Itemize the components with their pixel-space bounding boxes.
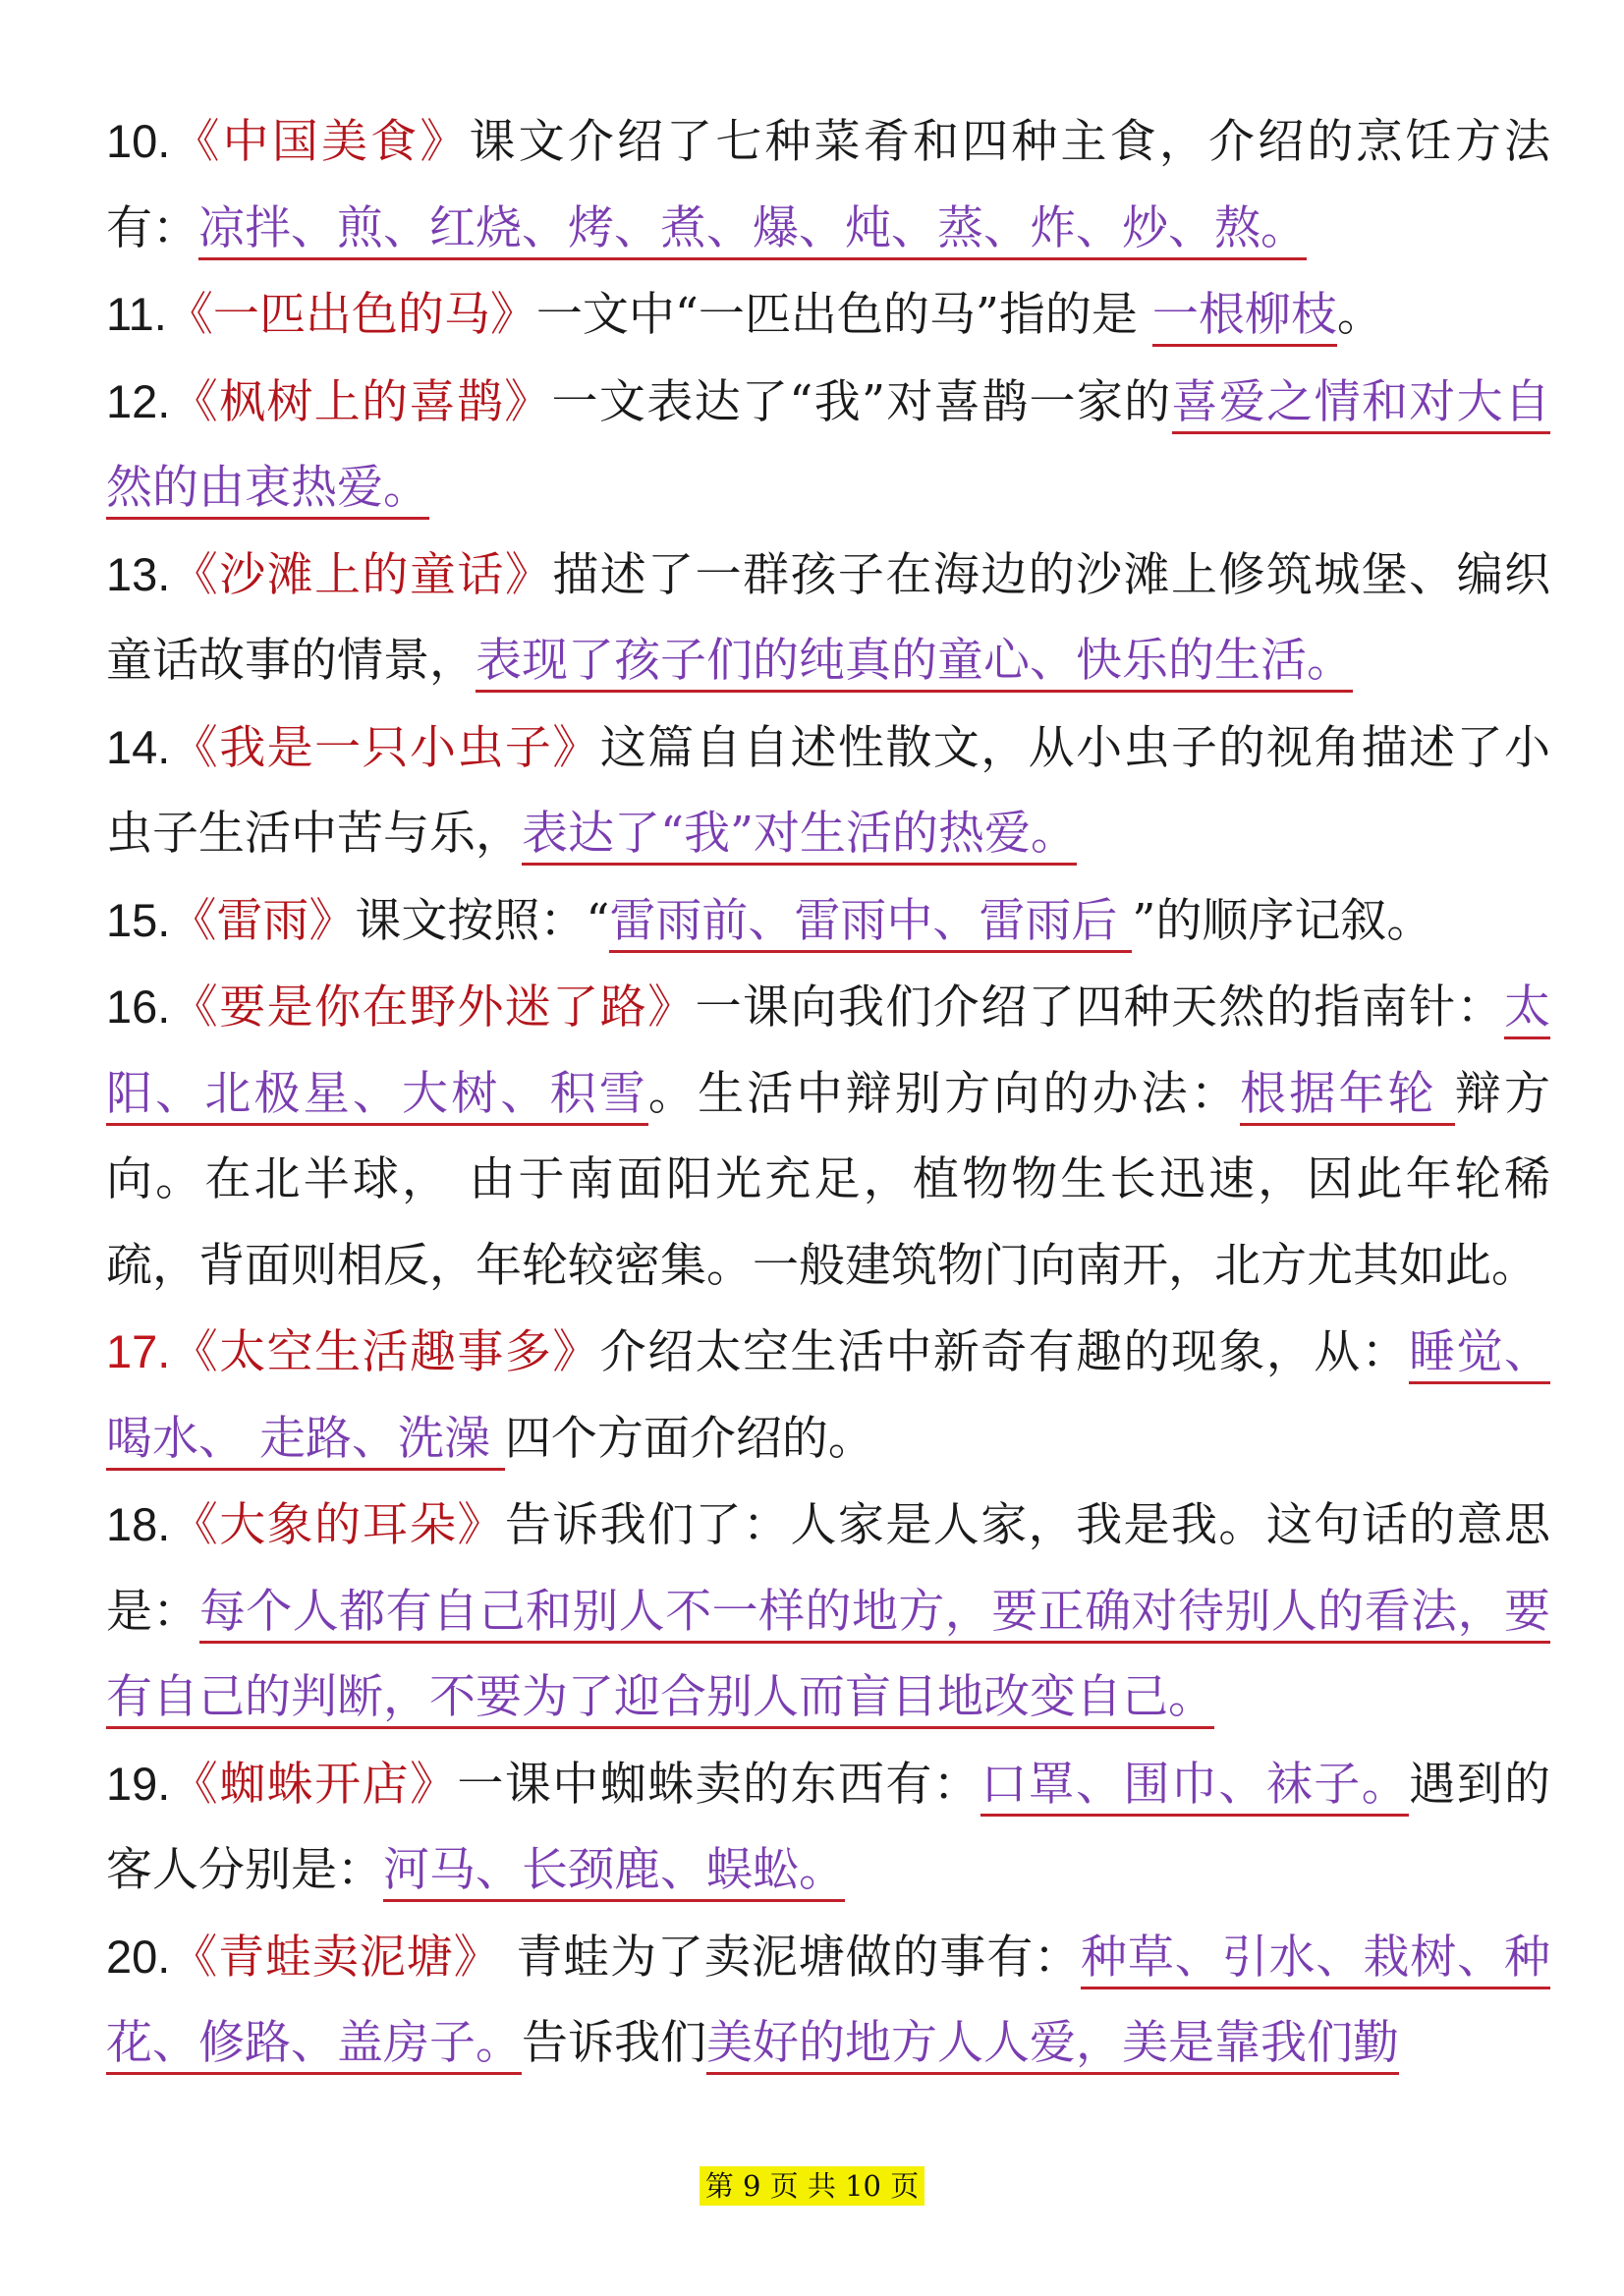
body-text: 。 xyxy=(1336,288,1383,342)
answer-text: 一根柳枝 xyxy=(1152,288,1337,347)
footer-page-number: 9 xyxy=(742,2169,761,2203)
body-text: 告诉我们了：人家是人家，我是我。这句话的意思是： xyxy=(106,1498,1551,1639)
item-number: 10. xyxy=(106,115,171,167)
item-number: 19. xyxy=(106,1757,171,1810)
note-item xyxy=(106,532,1550,704)
answer-text: 种草、引水、栽树、种花、修路、盖房子。 xyxy=(106,1931,1550,2076)
lesson-title: 《大象的耳朵》 xyxy=(170,1498,505,1552)
footer-post: 页 xyxy=(890,2169,920,2203)
lesson-title: 《蜘蛛开店》 xyxy=(170,1757,458,1812)
body-text: 这篇自自述性散文，从小虫子的视角描述了小虫子生活中苦与乐， xyxy=(106,720,1551,861)
answer-text: 太阳、北极星、大树、积雪 xyxy=(106,980,1550,1126)
body-text: 告诉我们 xyxy=(522,2016,706,2070)
note-item xyxy=(106,1482,1550,1741)
lesson-title: 《我是一只小虫子》 xyxy=(170,720,600,775)
notes-list xyxy=(106,98,1550,2087)
answer-text: 喜爱之情和对大自然的由衷热爱。 xyxy=(106,375,1550,521)
body-text: 一文中“一匹出色的马”指的是 xyxy=(535,288,1152,342)
body-text: 课文按照：“ xyxy=(355,893,610,948)
page-footer xyxy=(0,2166,1624,2206)
answer-text: 表现了孩子们的纯真的童心、快乐的生活。 xyxy=(476,634,1353,693)
answer-text: 河马、长颈鹿、蜈蚣。 xyxy=(383,1843,845,1902)
footer-mid: 页 共 xyxy=(769,2169,836,2203)
item-number: 17. xyxy=(106,1325,171,1377)
answer-text: 凉拌、煎、红烧、烤、煮、爆、炖、蒸、炸、炒、熬。 xyxy=(198,201,1307,260)
note-item xyxy=(106,1914,1550,2087)
body-text: 描述了一群孩子在海边的沙滩上修筑城堡、编织童话故事的情景， xyxy=(106,547,1551,688)
body-text: ”的顺序记叙。 xyxy=(1132,893,1433,948)
body-text: 课文介绍了七种菜肴和四种主食，介绍的烹饪方法有： xyxy=(106,115,1551,255)
note-item xyxy=(106,271,1550,359)
answer-text: 根据年轮 xyxy=(1240,1067,1455,1126)
note-item xyxy=(106,964,1550,1309)
item-number: 13. xyxy=(106,547,171,600)
body-text: 一课向我们介绍了四种天然的指南针： xyxy=(695,980,1505,1035)
lesson-title: 《青蛙卖泥塘》 xyxy=(170,1930,501,1985)
body-text: 辩方向。在北半球， 由于南面阳光充足，植物物生长迅速，因此年轮稀疏，背面则相反，年轮较密集。一般建筑物门向南开，北方尤其如此。 xyxy=(106,1066,1551,1293)
item-number: 11. xyxy=(106,288,167,340)
note-item xyxy=(106,704,1550,877)
lesson-title: 《沙滩上的童话》 xyxy=(170,547,553,602)
lesson-title: 《一匹出色的马》 xyxy=(166,288,536,342)
item-number: 14. xyxy=(106,720,171,773)
lesson-title: 《中国美食》 xyxy=(170,115,470,169)
note-item xyxy=(106,877,1550,965)
lesson-title: 《要是你在野外迷了路》 xyxy=(170,980,696,1035)
lesson-title: 《枫树上的喜鹊》 xyxy=(170,374,552,429)
lesson-title: 《雷雨》 xyxy=(170,893,356,948)
answer-text: 口罩、围巾、袜子。 xyxy=(980,1758,1409,1817)
body-text: 一课中蜘蛛卖的东西有： xyxy=(457,1757,981,1812)
note-item xyxy=(106,98,1550,271)
item-number: 16. xyxy=(106,980,171,1033)
body-text: 青蛙为了卖泥塘做的事有： xyxy=(500,1930,1081,1985)
body-text: 一文表达了“我”对喜鹊一家的 xyxy=(551,374,1172,429)
item-number: 20. xyxy=(106,1930,171,1983)
answer-text: 雷雨前、雷雨中、雷雨后 xyxy=(609,894,1132,953)
item-number: 18. xyxy=(106,1498,171,1550)
page-indicator xyxy=(700,2166,924,2206)
answer-text: 每个人都有自己和别人不一样的地方，要正确对待别人的看法，要有自己的判断，不要为了迎合别人而盲目地改变自己。 xyxy=(106,1585,1550,1730)
note-item xyxy=(106,359,1550,532)
answer-text: 表达了“我”对生活的热爱。 xyxy=(522,807,1077,866)
footer-pre: 第 xyxy=(704,2169,734,2203)
body-text: 。生活中辩别方向的办法： xyxy=(647,1066,1241,1121)
footer-total-pages: 10 xyxy=(845,2169,881,2203)
item-number: 12. xyxy=(106,374,171,427)
answer-text: 美好的地方人人爱，美是靠我们勤 xyxy=(706,2016,1399,2075)
item-number: 15. xyxy=(106,893,171,946)
answer-text: 睡觉、喝水、 走路、洗澡 xyxy=(106,1325,1550,1471)
body-text: 四个方面介绍的。 xyxy=(504,1411,874,1466)
lesson-title: 《太空生活趣事多》 xyxy=(170,1325,600,1379)
body-text: 介绍太空生活中新奇有趣的现象，从： xyxy=(599,1325,1410,1379)
body-text: 遇到的客人分别是： xyxy=(106,1757,1551,1897)
note-item xyxy=(106,1309,1550,1482)
note-item xyxy=(106,1741,1550,1914)
